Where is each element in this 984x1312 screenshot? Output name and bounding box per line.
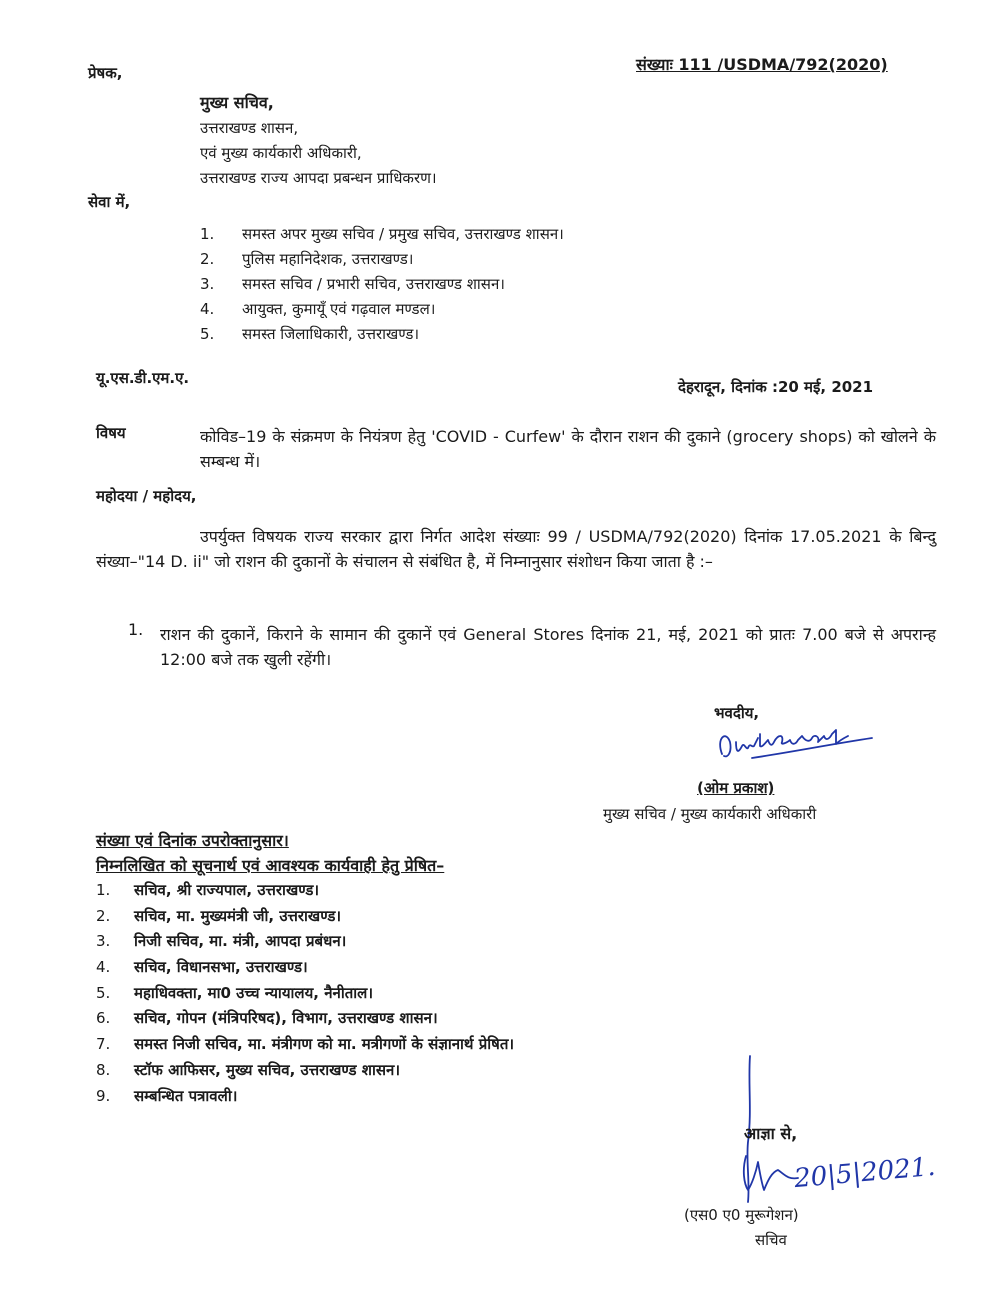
- handwritten-date: 20|5|2021.: [792, 1151, 937, 1195]
- signatory-designation: मुख्य सचिव / मुख्य कार्यकारी अधिकारी: [603, 805, 817, 823]
- item-number: 8.: [96, 1060, 111, 1079]
- item-number: 7.: [96, 1035, 111, 1054]
- department-code: यू.एस.डी.एम.ए.: [96, 369, 190, 387]
- item-number: 9.: [96, 1086, 111, 1105]
- order-signatory-designation: सचिव: [755, 1231, 787, 1249]
- item-text: समस्त निजी सचिव, मा. मंत्रीगण को मा. मत्रीगणों के संज्ञानार्थ प्रेषित।: [134, 1035, 515, 1054]
- item-number: 4.: [200, 300, 215, 318]
- list-item: [200, 297, 564, 322]
- by-order: आज्ञा से,: [744, 1124, 798, 1143]
- point-text: राशन की दुकानें, किराने के सामान की दुकानें एवं General Stores दिनांक 21, मई, 2021 को प्रातः 7.00 बजे से अपरान्ह 12:00 बजे तक खुली रहेंगी।: [160, 625, 936, 669]
- body-paragraph: उपर्युक्त विषयक राज्य सरकार द्वारा निर्गत आदेश संख्याः 99 / USDMA/792(2020) दिनांक 17.05.2021 के बिन्दु संख्या–"14 D. ii" जो राशन की दुकानों के संचालन से संबंधित है, में निम्नानुसार संशोधन किया जाता है :–: [96, 527, 936, 571]
- item-text: निजी सचिव, मा. मंत्री, आपदा प्रबंधन।: [134, 932, 347, 951]
- item-number: 6.: [96, 1009, 111, 1028]
- list-item: [200, 222, 564, 247]
- list-item: [96, 955, 514, 981]
- sender-title: मुख्य सचिव,: [200, 93, 274, 112]
- list-item: [96, 981, 514, 1007]
- item-text: आयुक्त, कुमायूँ एवं गढ़वाल मण्डल।: [242, 300, 436, 318]
- list-item: [96, 1032, 514, 1058]
- list-item: [96, 1084, 514, 1110]
- item-text: सचिव, विधानसभा, उत्तराखण्ड।: [134, 958, 308, 977]
- item-number: 3.: [96, 932, 111, 951]
- item-text: सचिव, श्री राज्यपाल, उत्तराखण्ड।: [134, 881, 320, 899]
- item-number: 5.: [200, 325, 215, 343]
- item-number: 4.: [96, 958, 111, 977]
- signature-om-prakash: [712, 712, 882, 772]
- list-item: [96, 1006, 514, 1032]
- subject-label: विषय: [96, 424, 126, 442]
- list-item: [96, 929, 514, 955]
- copy-list: [96, 878, 514, 1109]
- list-item: [96, 904, 514, 930]
- order-signatory-name: (एस0 ए0 मुरूगेशन): [684, 1206, 799, 1224]
- point-number: 1.: [128, 620, 144, 639]
- item-number: 2.: [200, 250, 215, 268]
- item-text: समस्त जिलाधिकारी, उत्तराखण्ड।: [242, 325, 420, 343]
- sender-line: एवं मुख्य कार्यकारी अधिकारी,: [200, 144, 362, 162]
- item-text: सचिव, मा. मुख्यमंत्री जी, उत्तराखण्ड।: [134, 906, 342, 925]
- recipients-list: [200, 222, 564, 347]
- list-item: [200, 272, 564, 297]
- item-number: 1.: [96, 881, 111, 899]
- item-text: पुलिस महानिदेशक, उत्तराखण्ड।: [242, 250, 414, 268]
- list-item: [96, 1058, 514, 1084]
- place-date: देहरादून, दिनांक :20 मई, 2021: [678, 378, 874, 396]
- subject-text: कोविड–19 के संक्रमण के नियंत्रण हेतु 'COVID - Curfew' के दौरान राशन की दुकाने (grocery shops) को खोलने के सम्बन्ध में।: [200, 427, 936, 471]
- item-text: स्टॉफ आफिसर, मुख्य सचिव, उत्तराखण्ड शासन।: [134, 1060, 401, 1079]
- sender-line: उत्तराखण्ड राज्य आपदा प्रबन्धन प्राधिकरण।: [200, 169, 437, 187]
- item-number: 2.: [96, 906, 111, 925]
- item-text: सचिव, गोपन (मंत्रिपरिषद), विभाग, उत्तराखण्ड शासन।: [134, 1009, 438, 1028]
- recipients-label: सेवा में,: [88, 193, 131, 211]
- item-number: 1.: [200, 225, 215, 243]
- sender-label: प्रेषक,: [88, 64, 123, 82]
- sender-line: उत्तराखण्ड शासन,: [200, 119, 299, 137]
- item-number: 3.: [200, 275, 215, 293]
- list-item: [200, 247, 564, 272]
- item-text: समस्त अपर मुख्य सचिव / प्रमुख सचिव, उत्तराखण्ड शासन।: [242, 225, 564, 243]
- list-item: [200, 322, 564, 347]
- reference-number: संख्याः 111 /USDMA/792(2020): [636, 55, 888, 74]
- copy-heading-1: संख्या एवं दिनांक उपरोक्तानुसार।: [96, 831, 289, 850]
- list-item: [96, 878, 514, 904]
- copy-heading-2: निम्नलिखित को सूचनार्थ एवं आवश्यक कार्यवाही हेतु प्रेषित–: [96, 856, 445, 875]
- salutation: महोदया / महोदय,: [96, 487, 197, 505]
- signatory-name: (ओम प्रकाश): [697, 779, 775, 797]
- item-text: सम्बन्धित पत्रावली।: [134, 1086, 238, 1105]
- closing: भवदीय,: [714, 704, 760, 722]
- item-text: महाधिवक्ता, मा0 उच्च न्यायालय, नैनीताल।: [134, 983, 374, 1002]
- item-number: 5.: [96, 983, 111, 1002]
- item-text: समस्त सचिव / प्रभारी सचिव, उत्तराखण्ड शासन।: [242, 275, 505, 293]
